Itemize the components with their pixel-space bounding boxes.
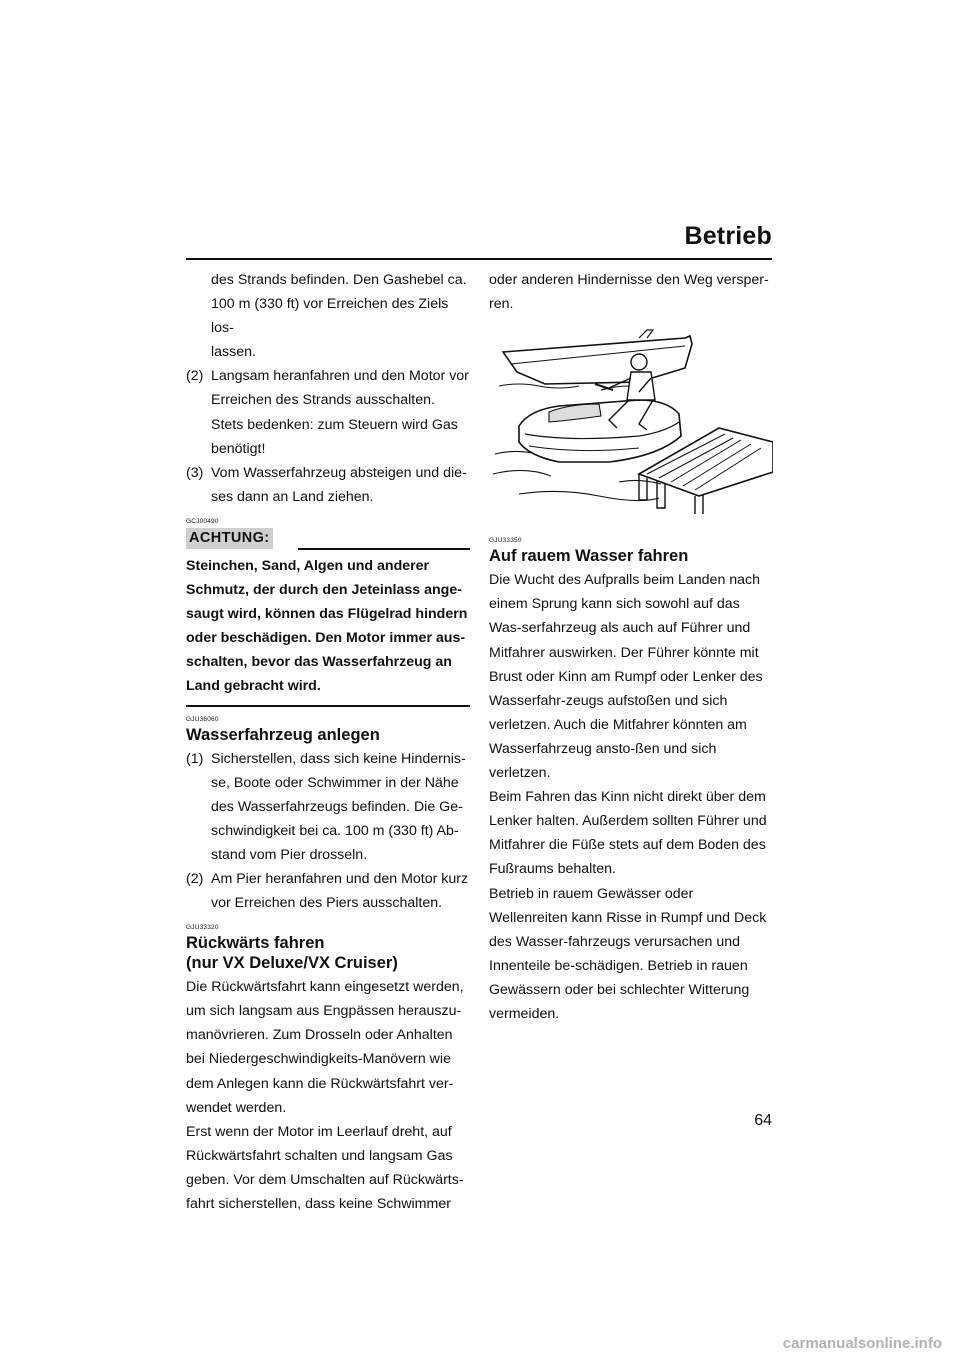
watermark: carmanualsonline.info xyxy=(782,1335,942,1352)
list-number: (3) xyxy=(186,464,204,481)
caution-header xyxy=(186,526,470,552)
caution-label: ACHTUNG: xyxy=(186,528,273,549)
list-text: Sicherstellen, dass sich keine Hindernis-se, Boote oder Schwimmer in der Nähe des Wasserfahrzeugs befinden. Die Ge-schwindigkeit bei ca. 100 m (330 ft) Ab-stand vom Pier drosseln. xyxy=(211,750,466,863)
list-item xyxy=(186,364,470,460)
list-number: (1) xyxy=(186,750,204,767)
paragraph: Beim Fahren das Kinn nicht direkt über dem Lenker halten. Außerdem sollten Führer und Mitfahrer die Füße stets auf dem Boden des Fußraums behalten. xyxy=(489,789,767,878)
continued-text xyxy=(186,268,470,364)
section-code: GJU36060 xyxy=(186,715,219,723)
section-heading: Auf rauem Wasser fahren xyxy=(489,547,689,566)
paragraph: Erst wenn der Motor im Leerlauf dreht, auf Rückwärtsfahrt schalten und langsam Gas geben. Vor dem Umschalten auf Rückwärts-fahrt sicherstellen, dass keine Schwimmer xyxy=(186,1123,464,1212)
caution-end-rule xyxy=(186,705,470,707)
section-heading: Wasserfahrzeug anlegen xyxy=(186,725,380,744)
section-code: GJU33350 xyxy=(489,537,522,545)
caution-rule xyxy=(298,548,470,550)
continued-text: oder anderen Hindernisse den Weg versper-ren. xyxy=(489,272,769,313)
list-item xyxy=(186,461,470,509)
list-number: (2) xyxy=(186,870,204,887)
section-heading xyxy=(186,933,470,973)
page-number: 64 xyxy=(754,1112,772,1129)
caution-code: GCJ00490 xyxy=(186,517,219,525)
caution-text: Steinchen, Sand, Algen und anderer Schmutz, der durch den Jeteinlass ange-saugt wird, können das Flügelrad hindern oder beschädigen. Den Motor immer aus-schalten, bevor das Wasserfahrzeug an Land gebracht wird. xyxy=(186,557,468,695)
page-header-title: Betrieb xyxy=(684,222,772,250)
header-rule xyxy=(186,258,772,260)
watercraft-docking-illustration xyxy=(489,324,773,514)
section-heading-line: (nur VX Deluxe/VX Cruiser) xyxy=(186,954,398,973)
list-item xyxy=(186,867,470,915)
right-column xyxy=(489,268,773,1026)
paragraph: Die Wucht des Aufpralls beim Landen nach einem Sprung kann sich sowohl auf das Was-serfahrzeug als auch auf Führer und Mitfahrer auswirken. Der Führer könnte mit Brust oder Kinn am Rumpf oder Lenker des Wasserfahr-zeugs aufstoßen und sich verletzen. Auch die Mitfahrer könnten am Wasserfahrzeug ansto-ßen und sich verletzen. xyxy=(489,572,763,782)
continued-line: lassen. xyxy=(211,344,256,361)
paragraph: Die Rückwärtsfahrt kann eingesetzt werden, um sich langsam aus Engpässen herauszu-manövrieren. Zum Drosseln oder Anhalten bei Niedergeschwindigkeits-Manövern wie dem Anlegen kann die Rückwärtsfahrt ver-wendet werden. xyxy=(186,979,464,1116)
list-number: (2) xyxy=(186,368,204,385)
list-text: Am Pier heranfahren und den Motor kurz vor Erreichen des Piers ausschalten. xyxy=(211,870,469,912)
continued-line: 100 m (330 ft) vor Erreichen des Ziels los- xyxy=(211,296,449,337)
list-text: Vom Wasserfahrzeug absteigen und die-ses dann an Land ziehen. xyxy=(211,464,467,505)
paragraph: Betrieb in rauem Gewässer oder Wellenreiten kann Risse in Rumpf und Deck des Wasser-fahrzeugs verursachen und Innenteile be-schädigen. Betrieb in rauen Gewässern oder bei schlechter Witterung vermeiden. xyxy=(489,885,767,1022)
left-column xyxy=(186,268,470,1216)
section-heading-line: Rückwärts fahren xyxy=(186,934,325,953)
list-text: Langsam heranfahren und den Motor vor Erreichen des Strands ausschalten. Stets bedenken: zum Steuern wird Gas benötigt! xyxy=(211,368,469,457)
list-item xyxy=(186,747,470,867)
continued-line: des Strands befinden. Den Gashebel ca. xyxy=(211,272,467,288)
section-code: GJU33320 xyxy=(186,924,219,932)
